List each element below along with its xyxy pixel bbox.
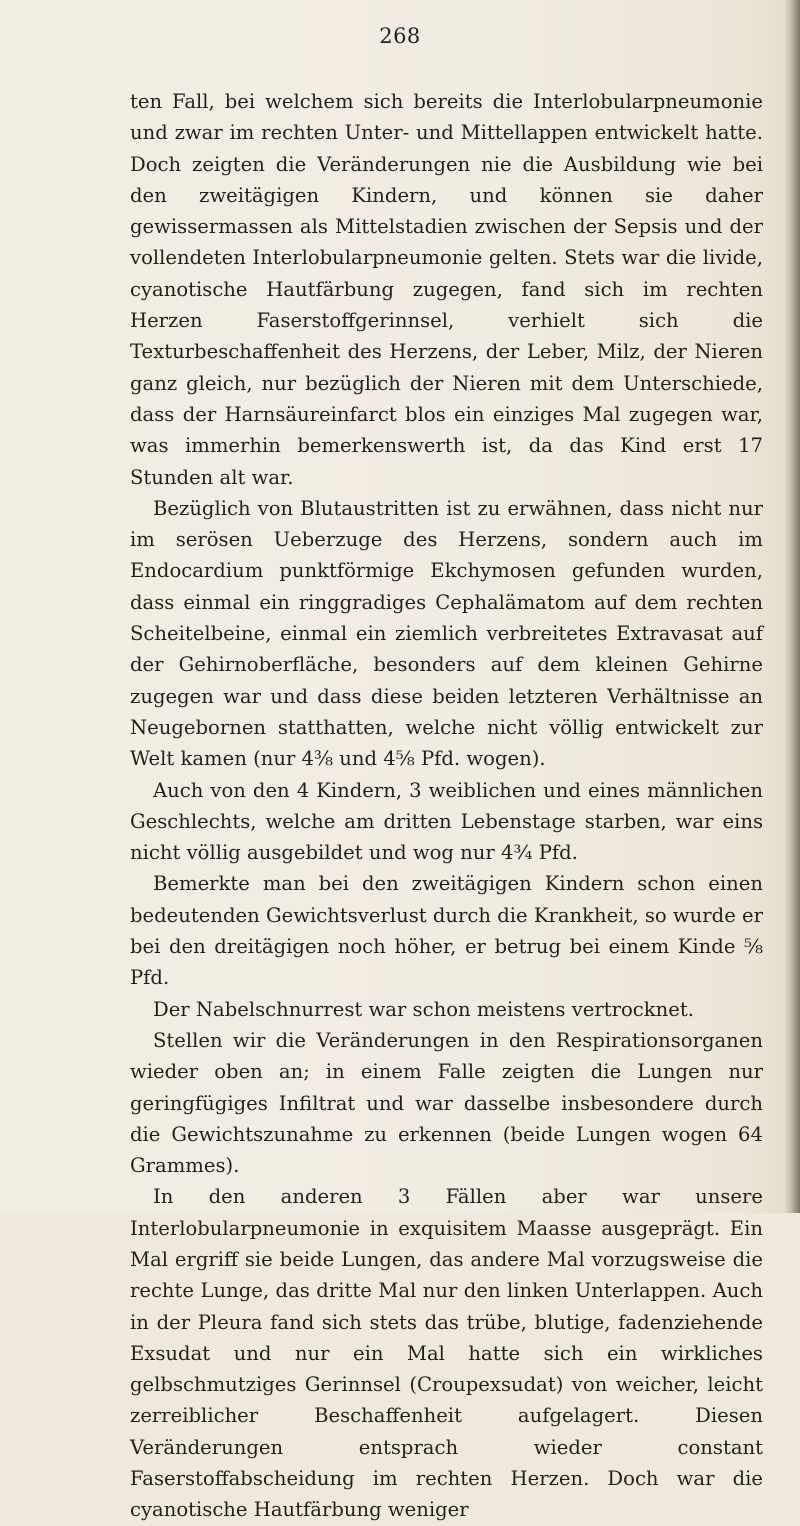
paragraph-4: Bemerkte man bei den zweitägigen Kindern schon einen bedeutenden Gewichtsverlust durch die Krankheit, so wurde er bei den dreitägigen noch höher, er betrug bei einem Kinde ⅝ Pfd. [130, 872, 763, 990]
paragraph-3: Auch von den 4 Kindern, 3 weiblichen und eines männlichen Geschlechts, welche am dritten Lebenstage starben, war eins nicht völlig ausgebildet und wog nur 4¾ Pfd. [130, 778, 763, 865]
paragraph-6: Stellen wir die Veränderungen in den Respirationsorganen wieder oben an; in einem Falle zeigten die Lungen nur geringfügiges Infiltrat und war dasselbe insbesondere durch die Gewichtszunahme zu erkennen (beide Lungen wogen 64 Grammes). [130, 1028, 763, 1178]
paragraph-5: Der Nabelschnurrest war schon meistens vertrocknet. [153, 997, 694, 1021]
page-edge-shadow [784, 0, 800, 1213]
paragraph-2: Bezüglich von Blutaustritten ist zu erwähnen, dass nicht nur im serösen Ueberzuge des Herzens, sondern auch im Endocardium punktförmige Ekchymosen gefunden wurden, dass einmal ein ringgradiges Cephalämatom auf dem rechten Scheitelbeine, einmal ein ziemlich verbreitetes Extravasat auf der Gehirnoberfläche, besonders auf dem kleinen Gehirne zugegen war und dass diese beiden letzteren Verhältnisse an Neugebornen statthatten, welche nicht völlig entwickelt zur Welt kamen (nur 4⅜ und 4⅝ Pfd. wogen). [130, 496, 763, 771]
body-text [130, 86, 763, 1526]
page-number: 268 [379, 24, 421, 48]
paragraph-1: ten Fall, bei welchem sich bereits die Interlobularpneumonie und zwar im rechten Unter- und Mittellappen entwickelt hatte. Doch zeigten die Veränderungen nie die Ausbildung wie bei den zweitägigen Kindern, und können sie daher gewissermassen als Mittelstadien zwischen der Sepsis und der vollendeten Interlobularpneumonie gelten. Stets war die livide, cyanotische Hautfärbung zugegen, fand sich im rechten Herzen Faserstoffgerinnsel, verhielt sich die Texturbeschaffenheit des Herzens, der Leber, Milz, der Nieren ganz gleich, nur bezüglich der Nieren mit dem Unterschiede, dass der Harnsäureinfarct blos ein einziges Mal zugegen war, was immerhin bemerkenswerth ist, da das Kind erst 17 Stunden alt war. [130, 90, 763, 489]
paragraph-7: In den anderen 3 Fällen aber war unsere Interlobularpneumonie in exquisitem Maasse ausgeprägt. Ein Mal ergriff sie beide Lungen, das andere Mal vorzugsweise die rechte Lunge, das dritte Mal nur den linken Unterlappen. Auch in der Pleura fand sich stets das trübe, blutige, fadenziehende Exsudat und nur ein Mal hatte sich ein wirkliches gelbschmutziges Gerinnsel (Croupexsudat) von weicher, leicht zerreiblicher Beschaffenheit aufgelagert. Diesen Veränderungen entsprach wieder constant Faserstoffabscheidung im rechten Herzen. Doch war die cyanotische Hautfärbung weniger [130, 1185, 763, 1522]
